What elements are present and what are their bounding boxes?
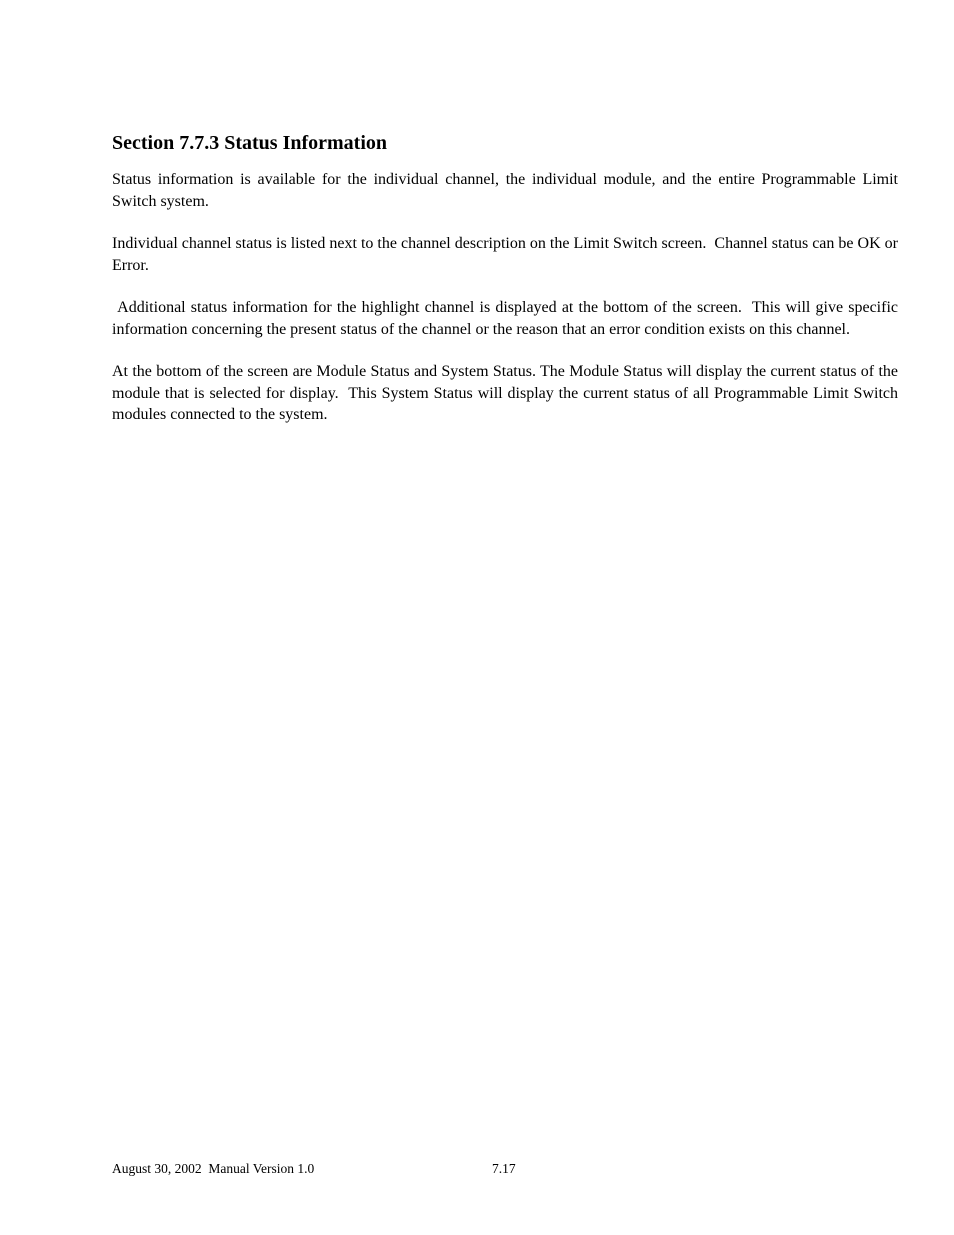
footer-page-number: 7.17 xyxy=(492,1161,516,1176)
paragraph-channel-status: Individual channel status is listed next to the channel description on the Limit Switch screen. Channel status can be OK or Error. xyxy=(112,235,902,274)
section-content xyxy=(112,128,903,447)
paragraph-additional-status: Additional status information for the highlight channel is displayed at the bottom of the screen. This will give specific information concerning the present status of the channel or the reason that an error condition exists on this channel. xyxy=(112,299,903,338)
section-heading: Section 7.7.3 Status Information xyxy=(112,132,388,154)
paragraph-status-overview: Status information is available for the individual channel, the individual module, and the entire Programmable Limit Switch system. xyxy=(112,171,902,210)
footer-date-version: August 30, 2002 Manual Version 1.0 xyxy=(112,1161,315,1176)
paragraph-module-system-status: At the bottom of the screen are Module Status and System Status. The Module Status will display the current status of the module that is selected for display. This System Status will display the current status of all Programmable Limit Switch modules connected to the system. xyxy=(112,363,902,423)
